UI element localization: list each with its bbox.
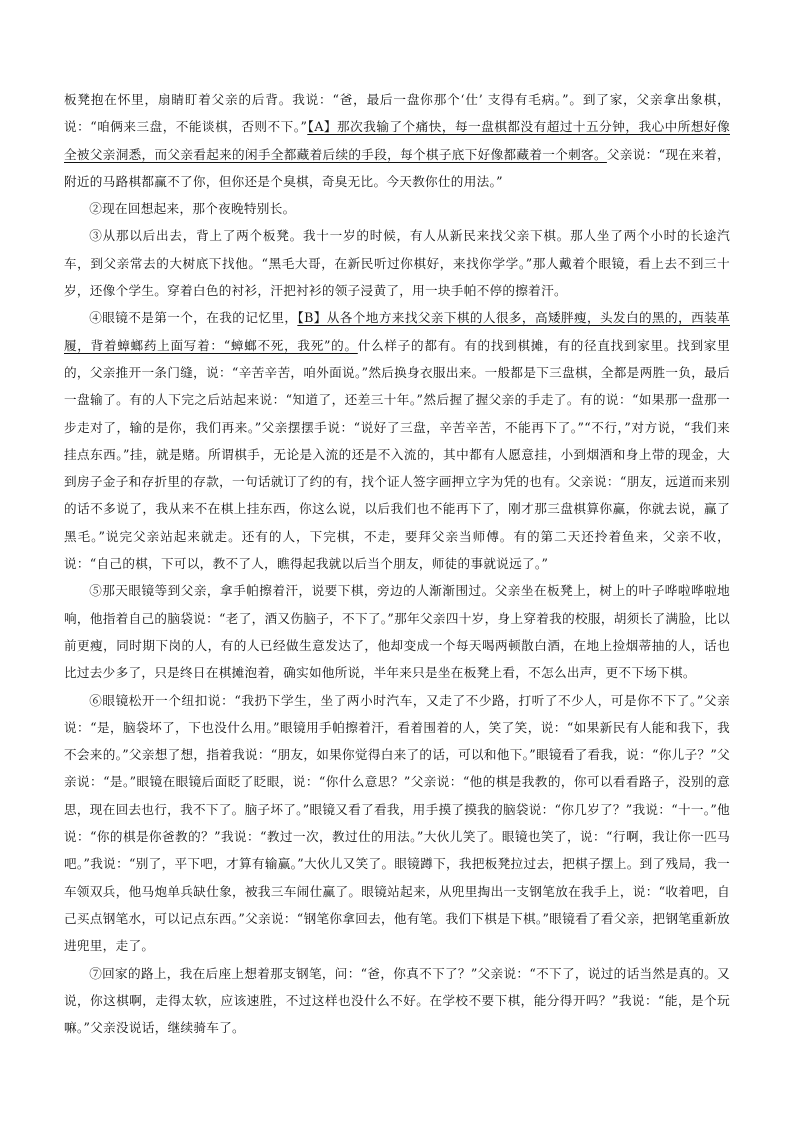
- paragraph-3: [64, 222, 730, 304]
- paragraph-6: [64, 687, 730, 960]
- paragraph-2: [64, 195, 730, 222]
- text-run: ⑤那天眼镜等到父亲，拿手帕擦着汗，说要下棋，旁边的人渐渐围过。父亲坐在板凳上，树上的叶子哗啦哗啦地响，他指着自己的脑袋说：“老了，酒又伤脑子，不下了。”那年父亲四十岁，身上穿着我的校服，胡须长了满脸，比以前更瘦，同时期下岗的人，有的人已经做生意发达了，他却变成一个每天喝两顿散白酒，在地上捡烟蒂抽的人，话也比过去少多了，只是终日在棋摊泡着，确实如他所说，半年来只是坐在板凳上看，不怎么出声，更不下场下棋。: [64, 583, 730, 681]
- paragraph-continuation: [64, 86, 730, 195]
- text-run: 父亲说：“现在来着，附近的马路棋都赢不了你，但你还是个臭棋，奇臭无比。今天教你仕的用法。”: [64, 146, 730, 189]
- text-run: ⑥眼镜松开一个纽扣说：“我扔下学生，坐了两小时汽车，又走了不少路，打听了不少人，可是你不下了。”父亲说：“是，脑袋坏了，下也没什么用。”眼镜用手帕擦着汗，看着围着的人，笑了笑，说：“如果新民有人能和我下，我不会来的。”父亲想了想，指着我说：“朋友，如果你觉得白来了的话，可以和他下。”眼镜看了看我，说：“你儿子？”父亲说：“是。”眼镜在眼镜后面眨了眨眼，说：“你什么意思？”父亲说：“他的棋是我教的，你可以看看路子，没别的意思，现在回去也行，我不下了。脑子坏了。”眼镜又看了看我，用手摸了摸我的脑袋说：“你几岁了？”我说：“十一。”他说：“你的棋是你爸教的？”我说：“教过一次，教过仕的用法。”大伙儿笑了。眼镜也笑了，说：“行啊，我让你一匹马吧。”我说：“别了，平下吧，才算有输赢。”大伙儿又笑了。眼镜蹲下，我把板凳拉过去，把棋子摆上。到了残局，我一车领双兵，他马炮单兵缺仕象，被我三车闹仕赢了。眼镜站起来，从兜里掏出一支钢笔放在我手上，说：“收着吧，自己买点钢笔水，可以记点东西。”父亲说：“钢笔你拿回去，他有笔。我们下棋是下棋。”眼镜看了看父亲，把钢笔重新放进兜里，走了。: [64, 692, 730, 954]
- text-run: ④眼镜不是第一个，在我的记忆里，: [89, 310, 298, 326]
- text-run: ②现在回想起来，那个夜晚特别长。: [89, 201, 296, 217]
- underlined-passage-b: 【B】从各个地方来找父亲下棋的人很多，高矮胖瘦，头发白的黑的，西装革履，背着蟑螂药上面写着：“蟑螂不死，我死”的。: [64, 310, 730, 353]
- text-run: 板凳抱在怀里，扇睛盯着父亲的后背。我说：“爸，最后一盘你那个‘仕’ 支得有毛病。”。到了家，父亲拿出象棋，说：“咱俩来三盘，不能谈棋，否则不下。”: [64, 92, 730, 135]
- text-run: ⑦回家的路上，我在后座上想着那支钢笔，问：“爸，你真不下了？”父亲说：“不下了，说过的话当然是真的。又说，你这棋啊，走得太软，应该速胜，不过这样也没什么不好。在学校不要下棋，能分得开吗？”我说：“能，是个玩嘛。”父亲没说话，继续骑车了。: [64, 965, 730, 1036]
- paragraph-5: [64, 577, 730, 686]
- paragraph-7: [64, 960, 730, 1042]
- paragraph-4: [64, 304, 730, 577]
- underlined-passage-a: 【A】那次我输了个痛快，每一盘棋都没有超过十五分钟，我心中所想好像全被父亲洞悉，而父亲看起来的闲手全都藏着后续的手段，每个棋子底下好像都藏着一个刺客。: [64, 119, 730, 162]
- text-run: ③从那以后出去，背上了两个板凳。我十一岁的时候，有人从新民来找父亲下棋。那人坐了两个小时的长途汽车，到父亲常去的大树底下找他。“黑毛大哥，在新民听过你棋好，来找你学学。”那人戴着个眼镜，看上去不到三十岁，还像个学生。穿着白色的衬衫，汗把衬衫的领子浸黄了，用一块手帕不停的擦着汗。: [64, 228, 730, 299]
- text-run: 什么样子的都有。有的找到棋摊，有的径直找到家里。找到家里的，父亲推开一条门缝，说：“辛苦辛苦，咱外面说。”然后换身衣服出来。一般都是下三盘棋，全都是两胜一负，最后一盘输了。有的人下完之后站起来说：“知道了，还差三十年。”然后握了握父亲的手走了。有的说：“如果那一盘那一步走对了，输的是你，我们再来。”父亲摆摆手说：“说好了三盘，辛苦辛苦，不能再下了。”“不行，”对方说，“我们来挂点东西。”挂，就是赌。所谓棋手，无论是入流的还是不入流的，其中都有人愿意挂，小到烟酒和身上带的现金，大到房子金子和存折里的存款，一句话就订了约的有，找个证人签字画押立字为凭的也有。父亲说：“朋友，远道而来别的话不多说了，我从来不在棋上挂东西，你这么说，以后我们也不能再下了，刚才那三盘棋算你赢，你就去说，赢了黑毛。”说完父亲站起来就走。还有的人，下完棋，不走，要拜父亲当师傅。有的第二天还拎着鱼来，父亲不收，说：“自己的棋，下可以，教不了人，瞧得起我就以后当个朋友，师徒的事就说远了。”: [64, 337, 730, 572]
